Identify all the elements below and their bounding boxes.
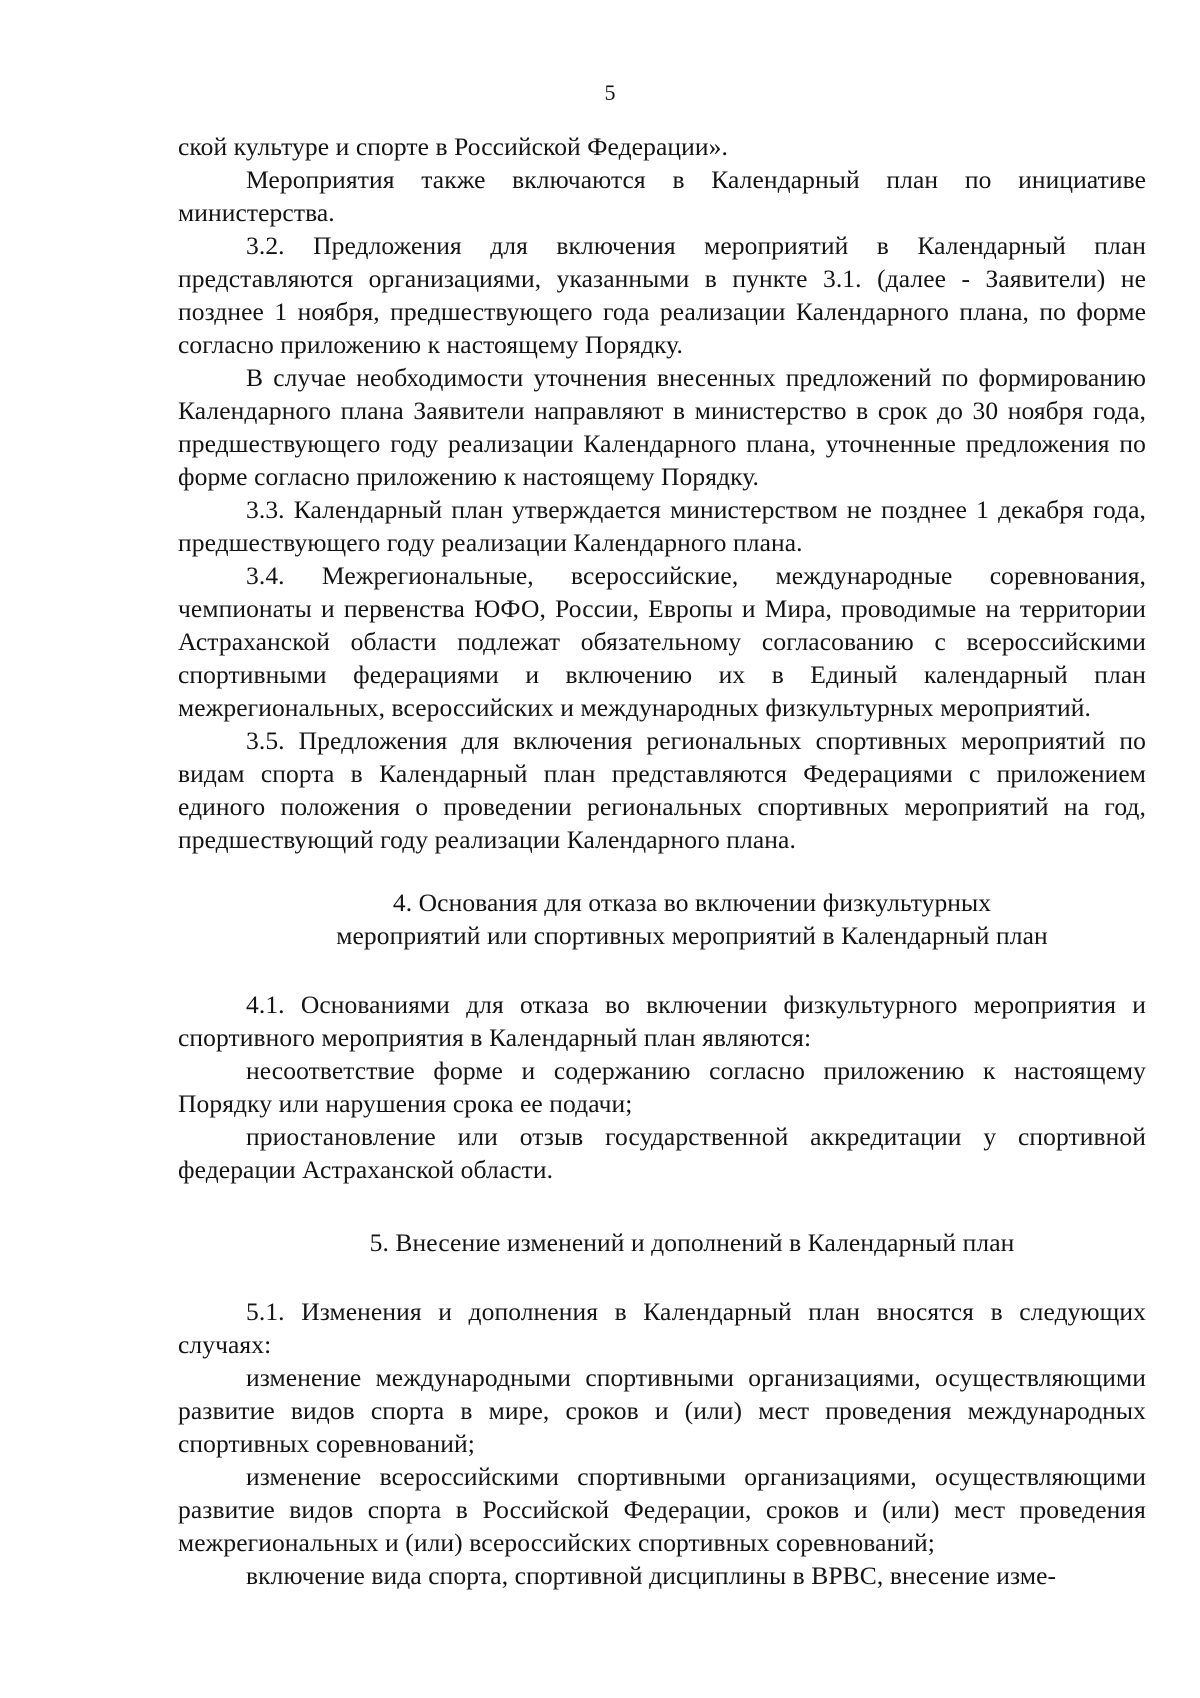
paragraph-3-3: 3.3. Календарный план утверждается министерством не позднее 1 декабря года, предшествующего году реализации Календарного плана. <box>178 495 1146 557</box>
section-4-heading <box>178 886 1146 952</box>
paragraph-initiative: Мероприятия также включаются в Календарный план по инициативе министерства. <box>178 165 1146 227</box>
page-number: 5 <box>604 80 616 105</box>
section-5-heading: 5. Внесение изменений и дополнений в Календарный план <box>369 1228 1015 1257</box>
paragraph-national-change: изменение всероссийскими спортивными организациями, осуществляющими развитие видов спорта в Российской Федерации, сроков и (или) мест проведения межрегиональных и (или) всероссийских спортивных соревнований; <box>178 1462 1146 1557</box>
paragraph-4-1: 4.1. Основаниями для отказа во включении физкультурного мероприятия и спортивного мероприятия в Календарный план являются: <box>178 990 1146 1052</box>
section-4-heading-line-2: мероприятий или спортивных мероприятий в Календарный план <box>336 921 1048 950</box>
paragraph-3-4: 3.4. Межрегиональные, всероссийские, международные соревнования, чемпионаты и первенства ЮФО, России, Европы и Мира, проводимые на территории Астраханской области подлежат обязательному согласованию с всероссийскими спортивными федерациями и включению их в Единый календарный план межрегиональных, всероссийских и международных физкультурных мероприятий. <box>178 561 1146 722</box>
paragraph-5-1: 5.1. Изменения и дополнения в Календарный план вносятся в следующих случаях: <box>178 1297 1146 1359</box>
document-body <box>178 130 1146 1592</box>
paragraph-international-change: изменение международными спортивными организациями, осуществляющими развитие видов спорта в мире, сроков и (или) мест проведения международных спортивных соревнований; <box>178 1363 1146 1458</box>
paragraph-nonconformity: несоответствие форме и содержанию согласно приложению к настоящему Порядку или нарушения срока ее подачи; <box>178 1056 1146 1118</box>
paragraph-clarification: В случае необходимости уточнения внесенных предложений по формированию Календарного плана Заявители направляют в министерство в срок до 30 ноября года, предшествующего году реализации Календарного плана, уточненные предложения по форме согласно приложению к настоящему Порядку. <box>178 363 1146 491</box>
paragraph-continuation: ской культуре и спорте в Российской Федерации». <box>178 132 728 161</box>
paragraph-3-5: 3.5. Предложения для включения региональных спортивных мероприятий по видам спорта в Календарный план представляются Федерациями с приложением единого положения о проведении региональных спортивных мероприятий на год, предшествующий году реализации Календарного плана. <box>178 726 1146 854</box>
paragraph-3-2: 3.2. Предложения для включения мероприятий в Календарный план представляются организациями, указанными в пункте 3.1. (далее - Заявители) не позднее 1 ноября, предшествующего года реализации Календарного плана, по форме согласно приложению к настоящему Порядку. <box>178 231 1146 359</box>
section-4-heading-line-1: 4. Основания для отказа во включении физкультурных <box>392 888 992 917</box>
paragraph-accreditation: приостановление или отзыв государственной аккредитации у спортивной федерации Астраханской области. <box>178 1122 1146 1184</box>
paragraph-vrvs-inclusion: включение вида спорта, спортивной дисциплины в ВРВС, внесение изме- <box>246 1561 1057 1590</box>
